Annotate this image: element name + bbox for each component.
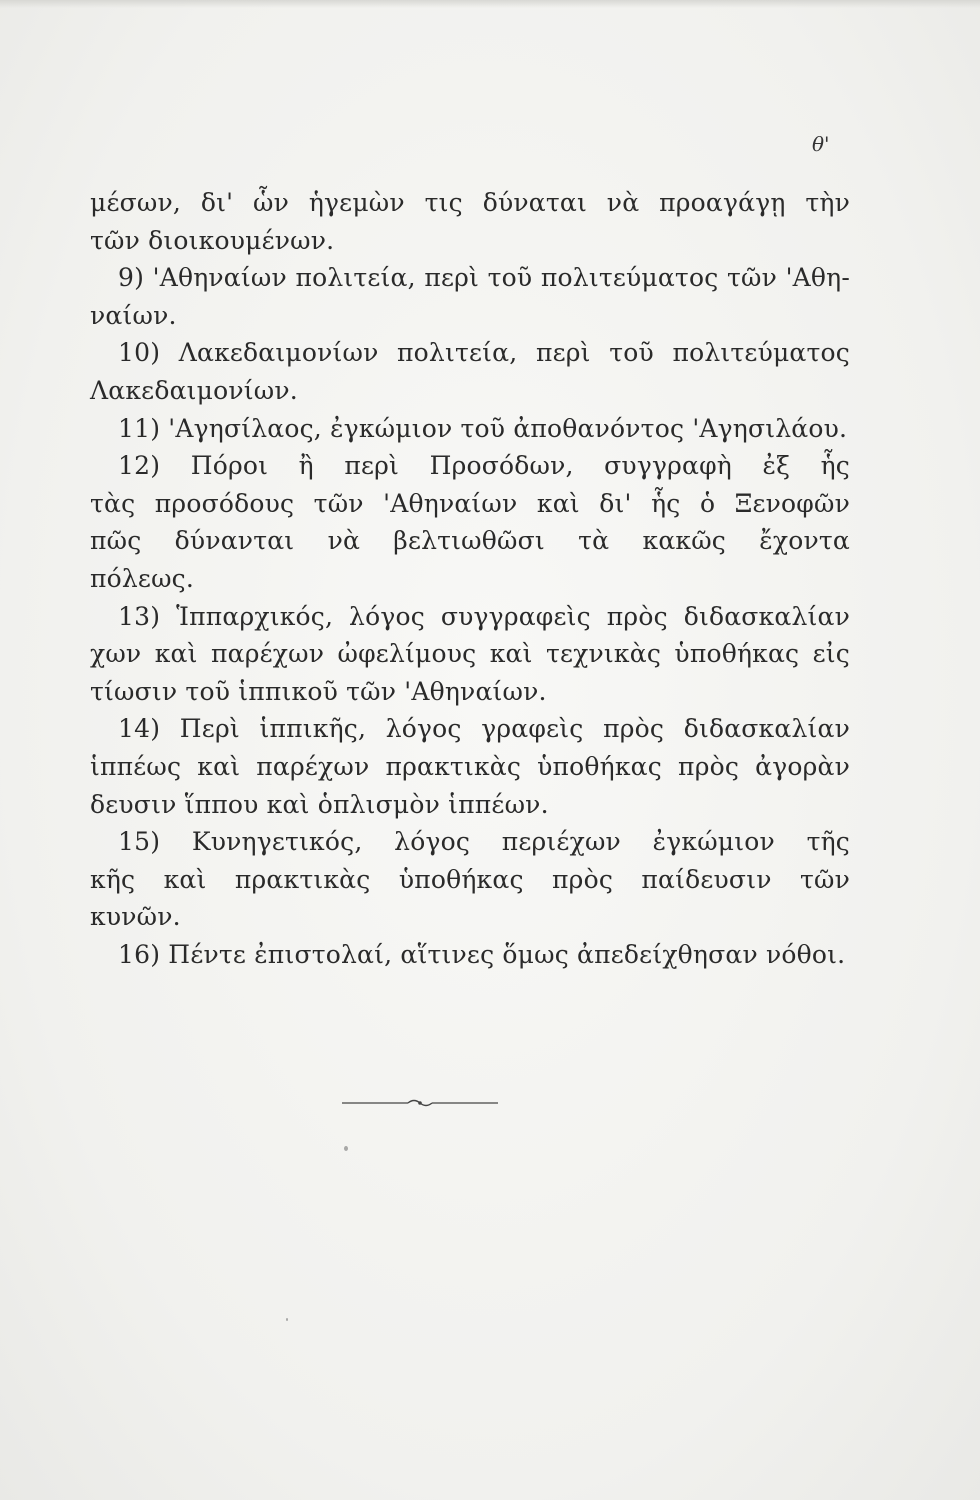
- list-item-12-line: 12) Πόροι ἢ περὶ Προσόδων, συγγραφὴ ἐξ ἧς: [118, 451, 850, 481]
- text-line: πόλεως.: [90, 563, 195, 593]
- list-item-15-line: 15) Κυνηγετικός, λόγος περιέχων ἐγκώμιον τῆς: [118, 827, 850, 857]
- list-item-11-line: 11) 'Αγησίλαος, ἐγκώμιον τοῦ ἀποθανόντος 'Αγησιλάου.: [118, 413, 848, 443]
- text-line: πῶς δύνανται νὰ βελτιωθῶσι τὰ κακῶς ἔχοντα: [90, 526, 850, 556]
- text-line: τίωσιν τοῦ ἱππικοῦ τῶν 'Αθηναίων.: [90, 676, 547, 706]
- text-line: κυνῶν.: [90, 902, 181, 932]
- text-line: ἱππέως καὶ παρέχων πρακτικὰς ὑποθήκας πρὸς ἀγορὰν: [90, 751, 850, 781]
- list-item-14-line: 14) Περὶ ἱππικῆς, λόγος γραφεὶς πρὸς διδασκαλίαν: [118, 714, 850, 744]
- page-number: θ': [812, 132, 830, 156]
- text-line: Λακεδαιμονίων.: [90, 375, 298, 405]
- text-line: ναίων.: [90, 300, 177, 330]
- list-item-10-line: 10) Λακεδαιμονίων πολιτεία, περὶ τοῦ πολιτεύματος: [118, 338, 850, 368]
- body-text: [90, 184, 850, 973]
- text-line: κῆς καὶ πρακτικὰς ὑποθήκας πρὸς παίδευσιν τῶν: [90, 864, 850, 894]
- list-item-16-line: 16) Πέντε ἐπιστολαί, αἵτινες ὅμως ἀπεδείχθησαν νόθοι.: [118, 939, 846, 969]
- text-line: τῶν διοικουμένων.: [90, 225, 335, 255]
- text-line: μέσων, δι' ὧν ἡγεμὼν τις δύναται νὰ προαγάγῃ τὴν: [90, 188, 850, 217]
- text-line: τὰς προσόδους τῶν 'Αθηναίων καὶ δι' ἧς ὁ Ξενοφῶν: [90, 488, 850, 518]
- text-line: δευσιν ἵππου καὶ ὁπλισμὸν ἱππέων.: [90, 789, 549, 819]
- divider-ornament-icon: [340, 1096, 500, 1110]
- paper-speck: [286, 1318, 288, 1321]
- ornamental-divider: [340, 1096, 500, 1110]
- text-line: χων καὶ παρέχων ὠφελίμους καὶ τεχνικὰς ὑποθήκας εἰς: [90, 639, 850, 669]
- list-item-9-line: 9) 'Αθηναίων πολιτεία, περὶ τοῦ πολιτεύματος τῶν 'Αθη-: [118, 263, 850, 293]
- paper-speck: [344, 1146, 348, 1151]
- list-item-13-line: 13) Ἱππαρχικός, λόγος συγγραφεὶς πρὸς διδασκαλίαν: [118, 601, 850, 631]
- page-top-edge: [0, 0, 980, 8]
